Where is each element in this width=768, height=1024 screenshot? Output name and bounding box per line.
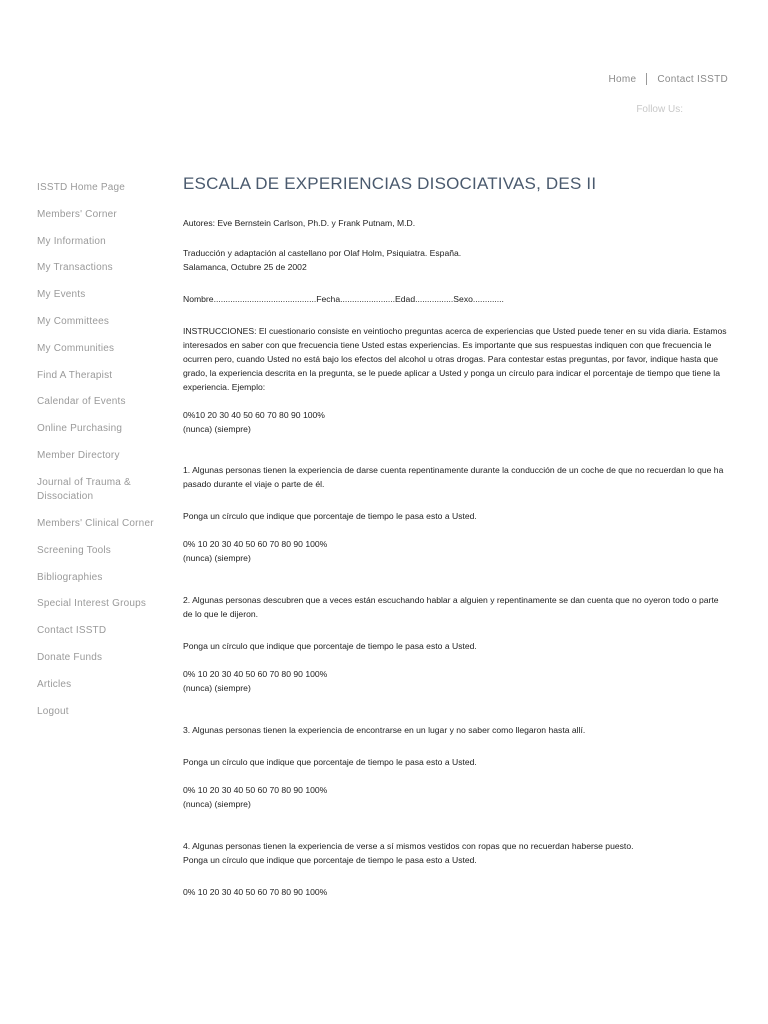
sidebar-item-my-communities[interactable]: My Communities [37, 342, 115, 354]
translation-line-2: Salamanca, Octubre 25 de 2002 [183, 262, 307, 272]
sidebar-item-my-events[interactable]: My Events [37, 289, 86, 301]
question-3-prompt: Ponga un círculo que indique que porcentaje de tiempo le pasa esto a Usted. [183, 757, 477, 767]
main-content [183, 172, 728, 899]
sidebar-item-bibliographies[interactable]: Bibliographies [37, 571, 103, 583]
translation-line-1: Traducción y adaptación al castellano por Olaf Holm, Psiquiatra. España. [183, 248, 462, 258]
nav-home-link[interactable]: Home [608, 73, 637, 85]
example-range: (nunca) (siempre) [183, 424, 251, 434]
sidebar-nav [37, 181, 162, 731]
question-1-scale-block [183, 537, 728, 565]
sidebar-item-journal[interactable]: Journal of Trauma & Dissociation [37, 476, 131, 502]
authors-line: Autores: Eve Bernstein Carlson, Ph.D. y Frank Putnam, M.D. [183, 218, 416, 228]
form-line: Nombre...........................................Fecha.......................Edad................Sexo............. [183, 294, 504, 304]
question-4: 4. Algunas personas tienen la experiencia de verse a sí mismos vestidos con ropas que no recuerdan haberse puesto. [183, 841, 634, 851]
question-3-scale: 0% 10 20 30 40 50 60 70 80 90 100% [183, 785, 328, 795]
example-scale-block [183, 408, 728, 436]
sidebar-item-clinical-corner[interactable]: Members' Clinical Corner [37, 517, 154, 529]
nav-contact-link[interactable]: Contact ISSTD [657, 73, 728, 85]
question-2: 2. Algunas personas descubren que a veces están escuchando hablar a alguien y repentinamente se dan cuenta que no oyeron todo o parte de lo que le dijeron. [183, 595, 719, 619]
example-scale: 0%10 20 30 40 50 60 70 80 90 100% [183, 410, 325, 420]
question-1-range: (nunca) (siempre) [183, 553, 251, 563]
question-3-range: (nunca) (siempre) [183, 799, 251, 809]
page-title: ESCALA DE EXPERIENCIAS DISOCIATIVAS, DES II [183, 174, 597, 193]
sidebar-item-my-committees[interactable]: My Committees [37, 315, 110, 327]
question-4-scale: 0% 10 20 30 40 50 60 70 80 90 100% [183, 887, 328, 897]
question-1-prompt: Ponga un círculo que indique que porcentaje de tiempo le pasa esto a Usted. [183, 511, 477, 521]
sidebar-item-special-interest-groups[interactable]: Special Interest Groups [37, 598, 147, 610]
translation-block [183, 246, 728, 274]
question-3-scale-block [183, 783, 728, 811]
sidebar-item-home[interactable]: ISSTD Home Page [37, 182, 126, 193]
question-4-prompt: Ponga un círculo que indique que porcentaje de tiempo le pasa esto a Usted. [183, 855, 477, 865]
sidebar-item-members-corner[interactable]: Members' Corner [37, 208, 117, 220]
nav-separator [646, 73, 647, 85]
question-3: 3. Algunas personas tienen la experiencia de encontrarse en un lugar y no saber como llegaron hasta allí. [183, 725, 586, 735]
question-2-range: (nunca) (siempre) [183, 683, 251, 693]
sidebar-item-online-purchasing[interactable]: Online Purchasing [37, 423, 123, 435]
sidebar-item-contact[interactable]: Contact ISSTD [37, 625, 107, 637]
question-2-scale-block [183, 667, 728, 695]
sidebar-item-screening-tools[interactable]: Screening Tools [37, 544, 111, 556]
question-1-scale: 0% 10 20 30 40 50 60 70 80 90 100% [183, 539, 328, 549]
sidebar-item-articles[interactable]: Articles [37, 678, 72, 690]
sidebar-item-find-therapist[interactable]: Find A Therapist [37, 369, 113, 381]
question-1: 1. Algunas personas tienen la experiencia de darse cuenta repentinamente durante la conducción de un coche de que no recuerdan lo que ha pasado durante el viaje o parte de él. [183, 465, 724, 489]
sidebar-item-my-transactions[interactable]: My Transactions [37, 262, 113, 274]
sidebar-item-logout[interactable]: Logout [37, 705, 69, 717]
top-nav [609, 73, 728, 85]
sidebar-item-calendar[interactable]: Calendar of Events [37, 396, 126, 408]
question-2-scale: 0% 10 20 30 40 50 60 70 80 90 100% [183, 669, 328, 679]
question-2-prompt: Ponga un círculo que indique que porcentaje de tiempo le pasa esto a Usted. [183, 641, 477, 651]
sidebar-item-donate[interactable]: Donate Funds [37, 651, 103, 663]
sidebar-item-my-information[interactable]: My Information [37, 235, 106, 247]
follow-us-label: Follow Us: [636, 104, 683, 115]
instructions-paragraph: INSTRUCCIONES: El cuestionario consiste en veintiocho preguntas acerca de experiencias que Usted puede tener en su vida diaria. Estamos interesados en saber con que frecuencia tiene Usted estas experiencias. Es importante que sus respuestas indiquen con que frecuencia le ocurren pero, cuando Usted no está bajo los efectos del alcohol u otras drogas. Para contestar estas preguntas, por favor, indique hasta que grado, la experiencia descrita en la pregunta, se le puede aplicar a Usted y ponga un círculo para indicar el porcentaje de tiempo que tiene la experiencia. Ejemplo: [183, 326, 727, 392]
sidebar-item-member-directory[interactable]: Member Directory [37, 449, 120, 461]
